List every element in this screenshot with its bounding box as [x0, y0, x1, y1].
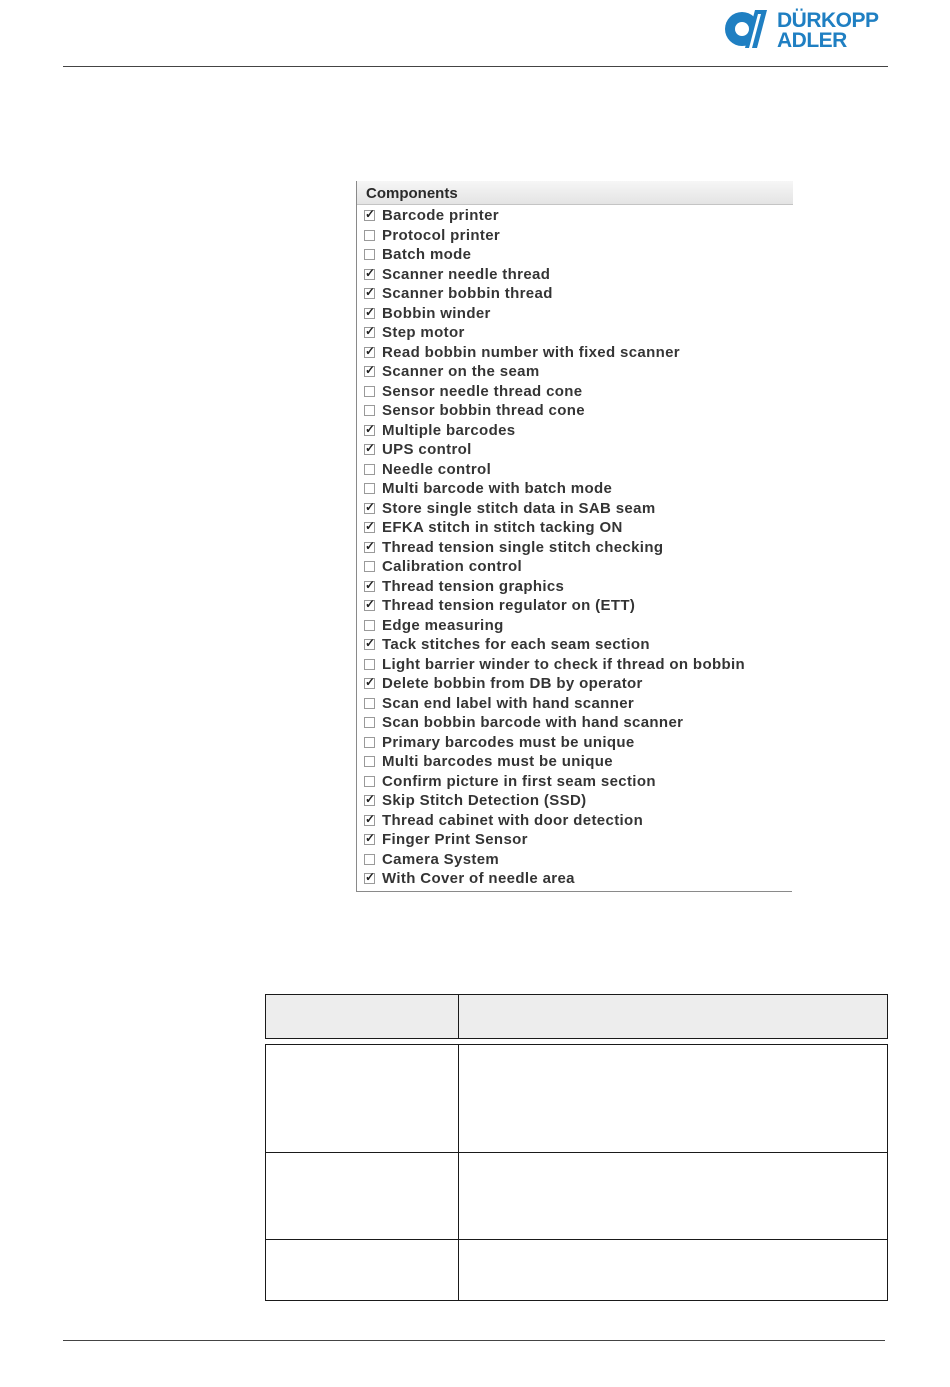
component-label: Scan bobbin barcode with hand scanner [382, 714, 684, 731]
component-item[interactable] [357, 383, 791, 403]
component-item[interactable] [357, 422, 791, 442]
component-item[interactable] [357, 870, 791, 890]
component-item[interactable] [357, 558, 791, 578]
component-item[interactable] [357, 831, 791, 851]
component-label: Delete bobbin from DB by operator [382, 675, 643, 692]
component-label: With Cover of needle area [382, 870, 575, 887]
component-item[interactable] [357, 480, 791, 500]
component-label: Calibration control [382, 558, 522, 575]
checkmark-icon: ✓ [365, 324, 376, 338]
component-checkbox[interactable] [364, 207, 376, 221]
component-item[interactable] [357, 285, 791, 305]
component-checkbox[interactable] [364, 265, 376, 280]
component-label: Tack stitches for each seam section [382, 636, 650, 653]
component-item[interactable] [357, 792, 791, 812]
duerkopp-adler-logo [723, 8, 893, 50]
component-label: Batch mode [382, 246, 472, 263]
component-label: Sensor bobbin thread cone [382, 402, 585, 419]
components-list [357, 207, 791, 890]
component-checkbox[interactable] [364, 285, 376, 299]
checkmark-icon: ✓ [365, 499, 376, 514]
checkmark-icon: ✓ [365, 207, 376, 221]
table-cell [459, 1240, 888, 1301]
table-cell [266, 1240, 459, 1301]
table-header-cell-1 [266, 995, 459, 1039]
component-checkbox[interactable] [364, 343, 376, 358]
checkmark-icon: ✓ [365, 421, 376, 436]
component-item[interactable] [357, 402, 791, 422]
component-checkbox[interactable] [364, 675, 376, 689]
component-label: Scanner needle thread [382, 265, 551, 283]
component-item[interactable] [357, 617, 791, 637]
component-item[interactable] [357, 734, 791, 754]
component-checkbox[interactable] [364, 854, 375, 865]
component-checkbox[interactable] [364, 304, 376, 319]
component-label: Step motor [382, 324, 465, 341]
components-panel-title: Components [366, 185, 458, 202]
component-checkbox[interactable] [364, 441, 376, 455]
component-checkbox[interactable] [364, 776, 375, 787]
component-label: Thread tension single stitch checking [382, 538, 664, 556]
component-item[interactable] [357, 851, 791, 871]
component-item[interactable] [357, 636, 791, 656]
component-label: Store single stitch data in SAB seam [382, 499, 656, 517]
component-checkbox[interactable] [364, 831, 376, 845]
checkmark-icon: ✓ [365, 577, 376, 592]
component-label: Finger Print Sensor [382, 831, 528, 848]
component-label: Scanner bobbin thread [382, 285, 553, 302]
checkmark-icon: ✓ [365, 304, 376, 319]
component-label: Multi barcode with batch mode [382, 480, 613, 497]
component-item[interactable] [357, 539, 791, 559]
checkmark-icon: ✓ [365, 831, 376, 845]
component-checkbox[interactable] [364, 249, 375, 260]
checkmark-icon: ✓ [365, 792, 376, 806]
component-checkbox[interactable] [364, 483, 375, 494]
component-item[interactable] [357, 675, 791, 695]
component-label: Primary barcodes must be unique [382, 733, 635, 751]
component-label: Thread tension graphics [382, 577, 565, 595]
component-checkbox[interactable] [364, 464, 375, 475]
component-checkbox[interactable] [364, 811, 376, 826]
component-item[interactable] [357, 305, 791, 325]
table-row [266, 1045, 888, 1153]
component-checkbox[interactable] [364, 756, 375, 767]
table-row [266, 1153, 888, 1240]
checkmark-icon: ✓ [365, 597, 376, 611]
component-item[interactable] [357, 441, 791, 461]
component-label: Protocol printer [382, 226, 501, 244]
component-label: EFKA stitch in stitch tacking ON [382, 519, 623, 536]
table-cell [459, 1045, 888, 1153]
component-label: Camera System [382, 850, 500, 868]
checkmark-icon: ✓ [365, 675, 376, 689]
description-table [265, 994, 888, 1301]
component-label: Edge measuring [382, 616, 504, 634]
table-header-row [266, 995, 888, 1039]
component-label: Light barrier winder to check if thread on bobbin [382, 655, 746, 673]
logo-text-line1: DÜRKOPP [777, 9, 879, 32]
component-label: Thread cabinet with door detection [382, 811, 644, 829]
component-checkbox[interactable] [364, 538, 376, 553]
footer-divider [63, 1340, 885, 1341]
component-label: Bobbin winder [382, 304, 491, 322]
component-item[interactable] [357, 714, 791, 734]
logo-mark-icon [723, 8, 773, 50]
component-checkbox[interactable] [364, 230, 375, 241]
component-checkbox[interactable] [364, 499, 376, 514]
component-label: Thread tension regulator on (ETT) [382, 597, 636, 614]
component-item[interactable] [357, 227, 791, 247]
component-label: Skip Stitch Detection (SSD) [382, 792, 587, 809]
checkmark-icon: ✓ [365, 441, 376, 455]
component-checkbox[interactable] [364, 620, 375, 631]
header-divider [63, 66, 888, 67]
table-cell [459, 1153, 888, 1240]
component-label: Read bobbin number with fixed scanner [382, 343, 680, 361]
component-item[interactable] [357, 363, 791, 383]
component-checkbox[interactable] [364, 597, 376, 611]
table-header-cell-2 [459, 995, 888, 1039]
checkmark-icon: ✓ [365, 870, 376, 884]
component-checkbox[interactable] [364, 698, 375, 709]
component-item[interactable] [357, 246, 791, 266]
component-checkbox[interactable] [364, 421, 376, 436]
table-row [266, 1240, 888, 1301]
component-label: Sensor needle thread cone [382, 382, 583, 400]
checkmark-icon: ✓ [365, 285, 376, 299]
component-checkbox[interactable] [364, 659, 375, 670]
components-panel-header [357, 181, 793, 205]
table-cell [266, 1153, 459, 1240]
checkmark-icon: ✓ [365, 265, 376, 280]
checkmark-icon: ✓ [365, 636, 376, 650]
component-item[interactable] [357, 324, 791, 344]
checkmark-icon: ✓ [365, 343, 376, 358]
component-label: UPS control [382, 441, 472, 458]
component-label: Scan end label with hand scanner [382, 694, 635, 712]
component-item[interactable] [357, 266, 791, 286]
component-label: Multiple barcodes [382, 421, 516, 439]
component-item[interactable] [357, 344, 791, 364]
component-item[interactable] [357, 812, 791, 832]
component-checkbox[interactable] [364, 324, 376, 338]
component-item[interactable] [357, 461, 791, 481]
component-label: Needle control [382, 460, 492, 478]
component-item[interactable] [357, 773, 791, 793]
component-checkbox[interactable] [364, 636, 376, 650]
components-panel [356, 181, 792, 892]
component-label: Multi barcodes must be unique [382, 753, 614, 770]
component-item[interactable] [357, 656, 791, 676]
checkmark-icon: ✓ [365, 811, 376, 826]
component-label: Scanner on the seam [382, 363, 540, 380]
component-item[interactable] [357, 519, 791, 539]
checkmark-icon: ✓ [365, 519, 376, 533]
component-checkbox[interactable] [364, 870, 376, 884]
component-item[interactable] [357, 207, 791, 227]
checkmark-icon: ✓ [365, 363, 376, 377]
component-item[interactable] [357, 500, 791, 520]
component-checkbox[interactable] [364, 577, 376, 592]
component-item[interactable] [357, 578, 791, 598]
component-label: Confirm picture in first seam section [382, 772, 656, 790]
component-item[interactable] [357, 695, 791, 715]
component-checkbox[interactable] [364, 386, 375, 397]
component-checkbox[interactable] [364, 737, 375, 748]
logo-text-line2: ADLER [777, 29, 847, 52]
component-checkbox[interactable] [364, 792, 376, 806]
table-cell [266, 1045, 459, 1153]
component-checkbox[interactable] [364, 519, 376, 533]
component-checkbox[interactable] [364, 717, 375, 728]
component-checkbox[interactable] [364, 561, 375, 572]
checkmark-icon: ✓ [365, 538, 376, 553]
component-checkbox[interactable] [364, 363, 376, 377]
component-item[interactable] [357, 597, 791, 617]
component-label: Barcode printer [382, 207, 499, 224]
component-checkbox[interactable] [364, 405, 375, 416]
component-item[interactable] [357, 753, 791, 773]
